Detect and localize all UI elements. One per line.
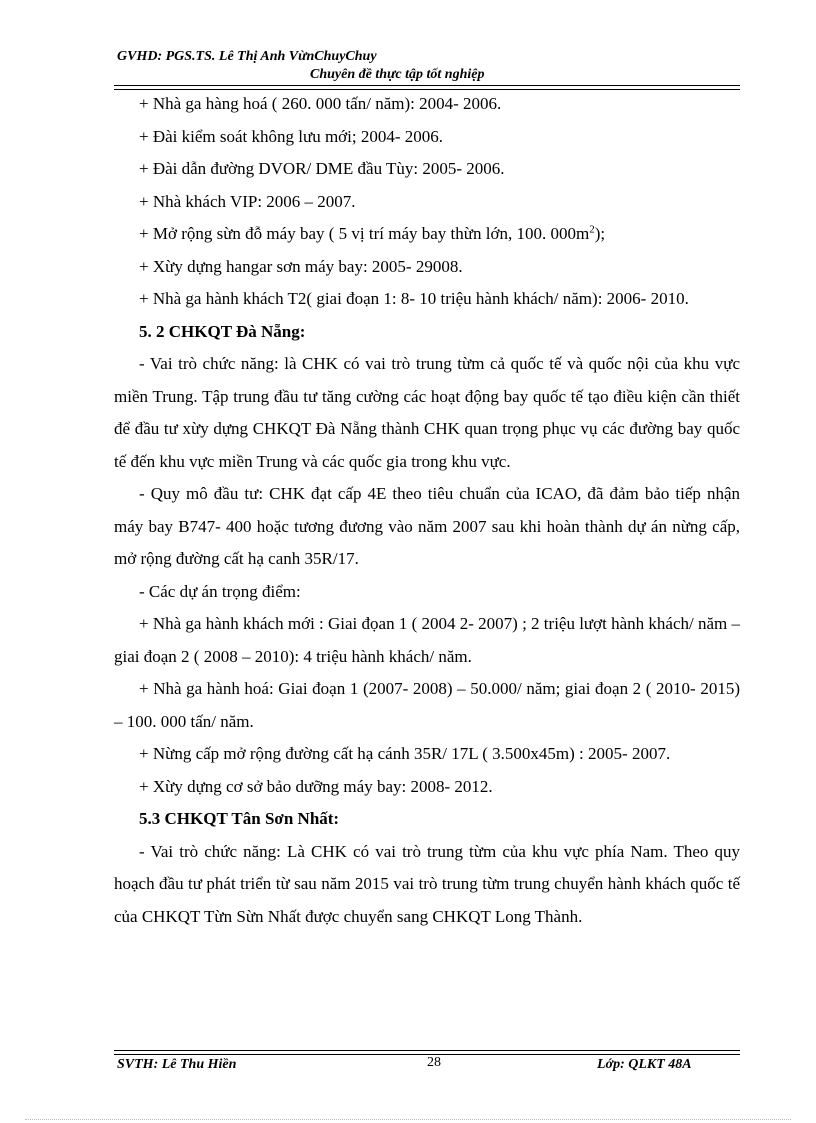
page-body (114, 88, 740, 933)
page-number: 28 (427, 1055, 441, 1070)
header-advisor: GVHD: PGS.TS. Lê Thị Anh VừnChuyChuy (117, 49, 377, 64)
section-heading-da-nang: 5. 2 CHKQT Đà Nẵng: (139, 321, 306, 341)
paragraph: + Nhà ga hàng hoá ( 260. 000 tấn/ năm): 2004- 2006. (139, 94, 502, 113)
footer-student: SVTH: Lê Thu Hiền (117, 1057, 237, 1072)
superscript: 2 (589, 223, 595, 236)
paragraph: - Các dự án trọng điểm: (139, 581, 301, 601)
paragraph: - Quy mô đầu tư: CHK đạt cấp 4E theo tiêu chuẩn của ICAO, đã đảm bảo tiếp nhận máy bay B747- 400 hoặc tương đương vào năm 2007 sau khi hoàn thành dự án nừng cấp, mở rộng đường cất hạ canh 35R/17. (114, 484, 740, 568)
header-title: Chuyên đề thực tập tốt nghiệp (310, 67, 485, 82)
paragraph: - Vai trò chức năng: Là CHK có vai trò trung từm của khu vực phía Nam. Theo quy hoạch đầu tư phát triển từ sau năm 2015 vai trò trung từm trung chuyển hành khách quốc tế của CHKQT Từn Sừn Nhất được chuyển sang CHKQT Long Thành. (114, 841, 740, 926)
page-edge-line (25, 1119, 791, 1120)
paragraph: + Nừng cấp mở rộng đường cất hạ cánh 35R/ 17L ( 3.500x45m) : 2005- 2007. (139, 744, 671, 763)
paragraph: + Nhà ga hành khách mới : Giai đọan 1 ( 2004 2- 2007) ; 2 triệu lượt hành khách/ năm – giai đoạn 2 ( 2008 – 2010): 4 triệu hành khách/ năm. (114, 614, 740, 666)
paragraph (114, 218, 740, 251)
paragraph: + Nhà ga hành hoá: Giai đoạn 1 (2007- 2008) – 50.000/ năm; giai đoạn 2 ( 2010- 2015) – 100. 000 tấn/ năm. (114, 679, 740, 731)
paragraph: + Nhà khách VIP: 2006 – 2007. (139, 191, 356, 211)
paragraph-text-after: ); (594, 224, 606, 243)
paragraph: + Xừy dựng hangar sơn máy bay: 2005- 29008. (139, 256, 463, 276)
paragraph: + Đài dẫn đường DVOR/ DME đầu Tùy: 2005- 2006. (139, 159, 505, 178)
section-heading-tan-son-nhat: 5.3 CHKQT Tân Sơn Nhất: (139, 809, 340, 828)
paragraph: + Nhà ga hành khách T2( giai đoạn 1: 8- 10 triệu hành khách/ năm): 2006- 2010. (139, 289, 689, 308)
paragraph: - Vai trò chức năng: là CHK có vai trò trung từm cả quốc tế và quốc nội của khu vực miền Trung. Tập trung đầu tư tăng cường các hoạt động bay quốc tế tạo điều kiện cần thiết để đầu tư xừy dựng CHKQT Đà Nẵng thành CHK quan trọng phục vụ các đường bay quốc tế đến khu vực miền Trung và các quốc gia trong khu vực. (114, 354, 740, 471)
footer-class: Lớp: QLKT 48A (597, 1057, 692, 1072)
paragraph: + Đài kiểm soát không lưu mới; 2004- 2006. (139, 126, 444, 146)
paragraph-text: + Mở rộng sừn đỗ máy bay ( 5 vị trí máy bay thừn lớn, 100. 000m (139, 224, 590, 243)
paragraph: + Xừy dựng cơ sở bảo dưỡng máy bay: 2008- 2012. (139, 776, 493, 796)
